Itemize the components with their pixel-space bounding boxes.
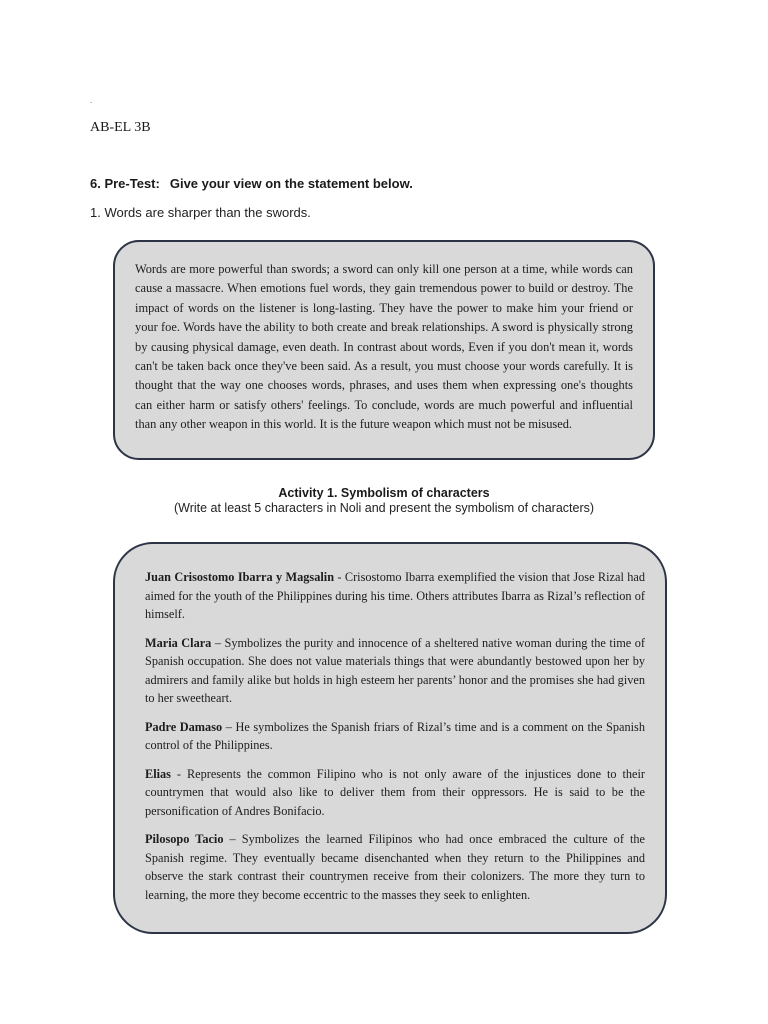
character-description: – He symbolizes the Spanish friars of Rizal’s time and is a comment on the Spanish control of the Philippines. xyxy=(145,719,645,752)
character-description: – Symbolizes the purity and innocence of a sheltered native woman during the time of Spanish occupation. She does not value materials things that were abundantly bestowed upon her by admirers and family alike but holds in high esteem her parents’ honor and the promises she had given to her sweetheart. xyxy=(145,635,646,705)
character-name: Juan Crisostomo Ibarra y Magsalin xyxy=(145,570,335,584)
character-entry xyxy=(145,765,645,821)
character-entry xyxy=(145,718,645,755)
character-entry xyxy=(145,634,645,708)
character-description: - Represents the common Filipino who is not only aware of the injustices done to their countrymen that would also like to deliver them from their oppressors. He is said to be the personification of Andres Bonifacio. xyxy=(145,766,645,818)
pretest-answer-text: Words are more powerful than swords; a sword can only kill one person at a time, while words can cause a massacre. When emotions fuel words, they gain tremendous power to build or destroy. The impact of words on the listener is long-lasting. They have the power to make him your friend or your foe. Words have the ability to both create and break relationships. A sword is physically strong by causing physical damage, even death. In contrast about words, Even if you don't mean it, words can't be taken back once they've been said. As a result, you must choose your words carefully. It is thought that the way one chooses words, phrases, and uses them when expressing one's thoughts can either harm or satisfy others' feelings. To conclude, words are much powerful and influential than any other weapon in this world. It is the future weapon which must not be misused. xyxy=(135,262,633,432)
character-entry xyxy=(145,830,645,904)
characters-box xyxy=(113,542,667,934)
character-name: Pilosopo Tacio xyxy=(145,832,224,846)
character-name: Maria Clara xyxy=(145,635,212,650)
character-entry xyxy=(145,568,645,624)
stray-dot: . xyxy=(90,96,93,105)
pretest-answer-box xyxy=(113,240,655,460)
character-description: - Crisostomo Ibarra exemplified the vision that Jose Rizal had aimed for the youth of the Philippines during his time. Others attributes Ibarra as Rizal’s reflection of himself. xyxy=(145,570,645,621)
pretest-item: 1. Words are sharper than the swords. xyxy=(90,205,311,220)
character-name: Padre Damaso xyxy=(145,719,223,734)
character-description: – Symbolizes the learned Filipinos who had once embraced the culture of the Spanish regime. They eventually became disenchanted when they return to the Philippines and observe the stark contrast their countrymen receive from their colonizers. The more they turn to learning, the more they become eccentric to the masses they seek to enlighten. xyxy=(145,832,645,902)
pretest-heading-number: 6. Pre-Test: xyxy=(90,176,160,191)
character-name: Elias xyxy=(145,766,171,781)
pretest-heading xyxy=(90,176,413,191)
activity-title: Activity 1. Symbolism of characters xyxy=(278,486,490,500)
class-code: AB-EL 3B xyxy=(90,120,151,135)
pretest-heading-text: Give your view on the statement below. xyxy=(169,176,413,191)
activity-subtitle: (Write at least 5 characters in Noli and present the symbolism of characters) xyxy=(173,501,595,515)
